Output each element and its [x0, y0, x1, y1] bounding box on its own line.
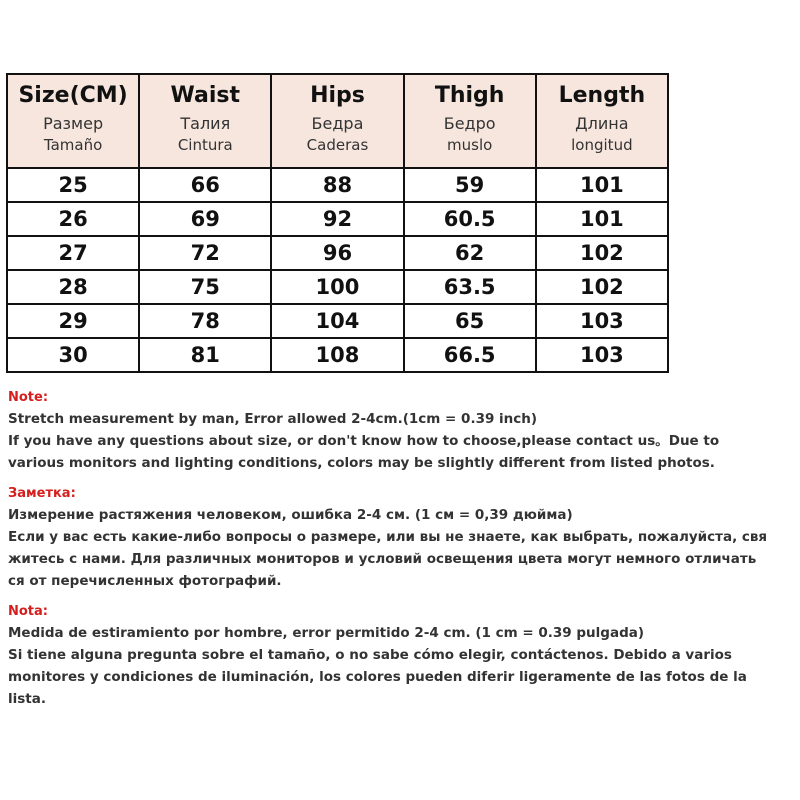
cell-thigh: 62: [404, 236, 536, 270]
note-title-en: Note:: [8, 390, 49, 405]
header-label-ru: Талия: [180, 114, 231, 133]
header-label-es: Tamaño: [43, 136, 103, 154]
header-thigh: [404, 74, 536, 168]
note-line: Stretch measurement by man, Error allowed 2-4cm.(1cm = 0.39 inch): [8, 411, 538, 427]
table-row: [7, 338, 668, 372]
cell-waist: 78: [139, 304, 271, 338]
cell-hips: 100: [271, 270, 403, 304]
note-line: lista.: [8, 691, 46, 707]
header-hips: [271, 74, 403, 168]
table-row: [7, 202, 668, 236]
header-size: [7, 74, 139, 168]
cell-hips: 92: [271, 202, 403, 236]
note-line: Si tiene alguna pregunta sobre el tamaño, o no sabe cómo elegir, contáctenos. Debido a varios: [8, 647, 732, 663]
table-row: [7, 304, 668, 338]
note-english: [8, 388, 796, 474]
cell-size: 25: [7, 168, 139, 202]
cell-length: 103: [536, 338, 668, 372]
note-line: Если у вас есть какие-либо вопросы о размере, или вы не знаете, как выбрать, пожалуйста, свя: [8, 529, 768, 545]
cell-thigh: 63.5: [404, 270, 536, 304]
cell-waist: 81: [139, 338, 271, 372]
header-label-ru: Размер: [43, 114, 104, 133]
cell-size: 29: [7, 304, 139, 338]
cell-size: 28: [7, 270, 139, 304]
header-label-ru: Длина: [575, 114, 629, 133]
cell-hips: 88: [271, 168, 403, 202]
cell-thigh: 66.5: [404, 338, 536, 372]
note-line: ся от перечисленных фотографий.: [8, 573, 282, 589]
note-line: житесь с нами. Для различных мониторов и условий освещения цвета могут немного отличать: [8, 551, 757, 567]
header-label-es: muslo: [447, 136, 493, 154]
note-line: If you have any questions about size, or don't know how to choose,please contact us。Due to: [8, 433, 720, 449]
note-line: Medida de estiramiento por hombre, error permitido 2-4 cm. (1 cm = 0.39 pulgada): [8, 625, 645, 641]
note-spanish: [8, 602, 796, 710]
note-russian: [8, 484, 796, 592]
notes-section: [8, 388, 796, 720]
cell-waist: 72: [139, 236, 271, 270]
cell-length: 101: [536, 168, 668, 202]
cell-thigh: 59: [404, 168, 536, 202]
cell-size: 27: [7, 236, 139, 270]
cell-hips: 108: [271, 338, 403, 372]
note-line: Измерение растяжения человеком, ошибка 2-4 см. (1 см = 0,39 дюйма): [8, 507, 573, 523]
cell-length: 102: [536, 236, 668, 270]
header-label-es: Caderas: [306, 136, 369, 154]
cell-waist: 66: [139, 168, 271, 202]
header-label-en: Thigh: [434, 83, 505, 108]
note-line: monitores y condiciones de iluminación, los colores pueden diferir ligeramente de las fotos de la: [8, 669, 747, 685]
cell-length: 101: [536, 202, 668, 236]
header-label-en: Waist: [170, 83, 241, 108]
header-label-es: longitud: [571, 136, 633, 154]
cell-hips: 96: [271, 236, 403, 270]
table-row: [7, 168, 668, 202]
cell-length: 103: [536, 304, 668, 338]
cell-length: 102: [536, 270, 668, 304]
header-length: [536, 74, 668, 168]
header-label-ru: Бедра: [311, 114, 364, 133]
header-label-en: Length: [558, 83, 646, 108]
note-title-ru: Заметка:: [8, 486, 76, 501]
cell-size: 26: [7, 202, 139, 236]
cell-waist: 69: [139, 202, 271, 236]
table-row: [7, 270, 668, 304]
cell-hips: 104: [271, 304, 403, 338]
note-title-es: Nota:: [8, 604, 48, 619]
header-waist: [139, 74, 271, 168]
cell-size: 30: [7, 338, 139, 372]
header-label-en: Hips: [310, 83, 365, 108]
table-row: [7, 236, 668, 270]
size-chart-table: [6, 73, 669, 373]
cell-thigh: 60.5: [404, 202, 536, 236]
cell-thigh: 65: [404, 304, 536, 338]
table-header-row: [7, 74, 668, 168]
header-label-ru: Бедро: [443, 114, 496, 133]
header-label-es: Cintura: [177, 136, 233, 154]
header-label-en: Size(CM): [18, 83, 128, 108]
cell-waist: 75: [139, 270, 271, 304]
note-line: various monitors and lighting conditions, colors may be slightly different from listed photos.: [8, 455, 715, 471]
